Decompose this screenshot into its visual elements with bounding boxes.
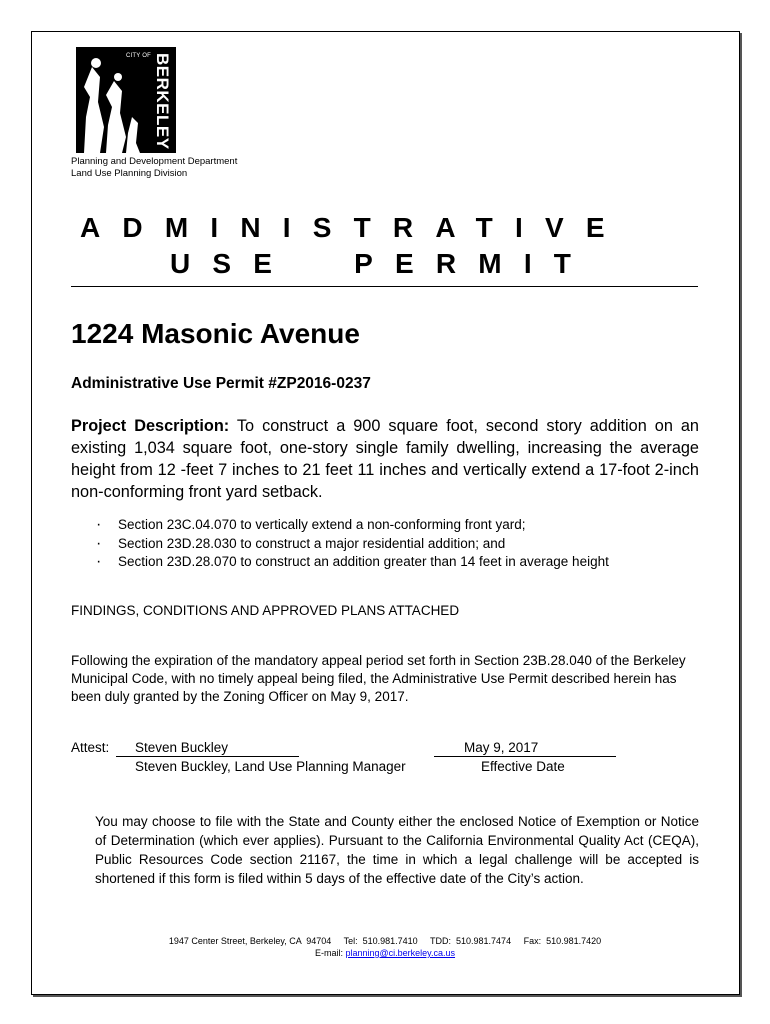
permit-number: Administrative Use Permit #ZP2016-0237	[71, 375, 371, 392]
list-item: · Section 23D.28.030 to construct a major residential addition; and	[96, 535, 609, 554]
effective-date-value: May 9, 2017	[464, 740, 539, 755]
property-address: 1224 Masonic Avenue	[71, 318, 360, 349]
signature-line	[116, 756, 299, 757]
project-description	[71, 415, 699, 503]
division-name: Land Use Planning Division	[71, 168, 188, 179]
project-description-label: Project Description:	[71, 417, 230, 435]
findings-heading: FINDINGS, CONDITIONS AND APPROVED PLANS ATTACHED	[71, 603, 460, 618]
list-item: · Section 23C.04.070 to vertically extend a non-conforming front yard;	[96, 516, 609, 535]
title-line-1: ADMINISTRATIVE	[80, 212, 627, 243]
list-item: · Section 23D.28.070 to construct an addition greater than 14 feet in average height	[96, 553, 609, 572]
email-label: E-mail:	[314, 948, 343, 958]
date-line	[434, 756, 616, 757]
project-description-text: To construct a 900 square foot, second story addition on an existing 1,034 square foot, one-story single family dwelling, increasing the average height from 12 -feet 7 inches to 21 feet 11 inches and vertically extend a 17-foot 2-inch non-conforming front yard setback.	[71, 417, 699, 501]
logo-name-text: BERKELEY	[153, 53, 172, 150]
title-divider	[71, 286, 698, 287]
code-sections-list	[96, 516, 609, 572]
effective-date-label: Effective Date	[481, 759, 565, 774]
footer-contact: 1947 Center Street, Berkeley, CA 94704 Tel: 510.981.7410 TDD: 510.981.7474 Fax: 510.981.7420	[168, 936, 602, 946]
ceqa-notice: You may choose to file with the State and County either the enclosed Notice of Exemption or Notice of Determination (which ever applies). Pursuant to the California Environmental Quality Act (CEQA), Public Resources Code section 21167, the time in which a legal challenge will be accepted is shortened if this form is filed within 5 days of the effective date of the City’s action.	[95, 814, 699, 886]
logo-city-text: CITY OF	[126, 53, 151, 59]
attest-label: Attest:	[71, 740, 110, 755]
title-line-2: USE PERMIT	[170, 248, 594, 279]
footer-email	[0, 948, 770, 958]
signer-title: Steven Buckley, Land Use Planning Manager	[135, 759, 406, 774]
email-link[interactable]: planning@ci.berkeley.ca.us	[345, 948, 456, 958]
appeal-statement: Following the expiration of the mandatory appeal period set forth in Section 23B.28.040 of the Berkeley Municipal Code, with no timely appeal being filed, the Administrative Use Permit described herein has been duly granted by the Zoning Officer on May 9, 2017.	[71, 653, 686, 704]
department-header	[71, 156, 237, 180]
berkeley-logo	[76, 47, 176, 153]
department-name: Planning and Development Department	[71, 156, 238, 167]
signature-name: Steven Buckley	[135, 740, 229, 755]
